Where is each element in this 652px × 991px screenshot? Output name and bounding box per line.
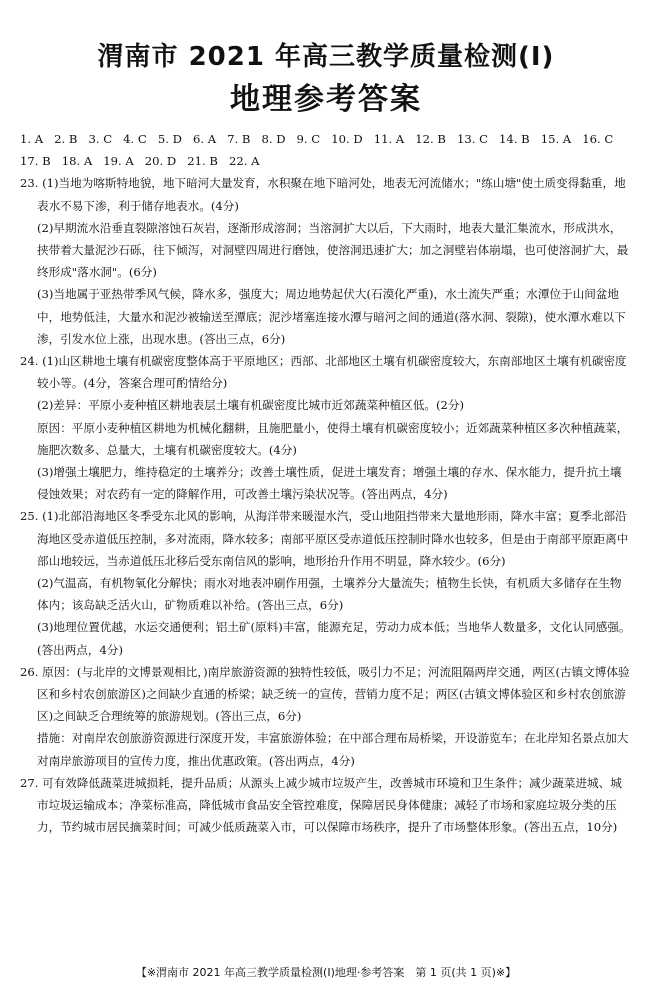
q24-part1: 24. (1)山区耕地土壤有机碳密度整体高于平原地区；西部、北部地区土壤有机碳密度较大，东南部地区土壤有机碳密度较小等。(4分，答案合理可酌情给分) [20,354,627,391]
q23-part3: (3)当地属于亚热带季风气候，降水多，强度大；周边地势起伏大(石漠化严重)，水土流失严重；水潭位于山间盆地中，地势低洼，大量水和泥沙被输送至潭底；泥沙堵塞连接水潭与暗河之间的通道(落水洞、裂隙)，使水潭水难以下渗，引发水位上涨，出现水患。(答出三点，6分) [37,287,626,346]
mc-answers-line-2: 17. B 18. A 19. A 20. D 21. B 22. A [20,154,260,169]
page-footer: 【※渭南市 2021 年高三教学质量检测(Ⅰ)地理·参考答案 第 1 页(共 1 页)※】 [135,966,517,979]
q24-part2-reason: 原因：平原小麦种植区耕地为机械化翻耕，且施肥量小，使得土壤有机碳密度较小；近郊蔬菜种植区多次种植蔬菜，施肥次数多、总量大，土壤有机碳密度较大。(4分) [37,420,629,457]
q27-answer: 27. 可有效降低蔬菜进城损耗，提升品质；从源头上减少城市垃圾产生，改善城市环境和卫生条件；减少蔬菜进城、城市垃圾运输成本；净菜标准高，降低城市食品安全管控难度，保障居民身体健康；减轻了市场和家庭垃圾分类的压力，节约城市居民摘菜时间；可减少低质蔬菜入市，可以保障市场秩序，提升了市场整体形象。(答出五点，10分) [20,775,622,835]
q25-part1: 25. (1)北部沿海地区冬季受东北风的影响，从海洋带来暖湿水汽，受山地阻挡带来大量地形雨，降水丰富；夏季北部沿海地区受赤道低压控制，多对流雨，降水较多；南部平原区受赤道低压控制时降水也较多，但是由于南部平原距离中部山地较远，当赤道低压北移后受东南信风的影响，地形抬升作用不明显，降水较少。(6分) [20,509,629,568]
mc-answers-line-1: 1. A 2. B 3. C 4. C 5. D 6. A 7. B 8. D 9. C 10. D 11. A 12. B 13. C 14. B 15. A 16. C [20,132,614,146]
q25-part3: (3)地理位置优越，水运交通便利；铝土矿(原料)丰富，能源充足，劳动力成本低；当地华人数量多，文化认同感强。(答出两点，4分) [37,620,631,657]
q24-part3: (3)增强土壤肥力，维持稳定的土壤养分；改善土壤性质，促进土壤发育；增强土壤的存水、保水能力，提升抗土壤侵蚀效果；对农药有一定的降解作用，可改善土壤污染状况等。(答出两点，4分) [37,465,622,502]
document-subtitle: 地理参考答案 [230,82,422,117]
q24-part2: (2)差异：平原小麦种植区耕地表层土壤有机碳密度比城市近郊蔬菜种植区低。(2分) [37,398,465,413]
q23-part1: 23. (1)当地为喀斯特地貌，地下暗河大量发育，水积聚在地下暗河处，地表无河流储水；"练山塘"使土质变得黏重，地表水不易下渗，利于储存地表水。(4分) [20,176,626,213]
q26-reasons: 26. 原因：(与北岸的文博景观相比，)南岸旅游资源的独特性较低，吸引力不足；河流阻隔两岸交通，两区(古镇文博体验区和乡村农创旅游区)之间缺少直通的桥梁；缺乏统一的宣传，营销力度不足；两区(古镇文博体验区和乡村农创旅游区)之间缺乏合理统筹的旅游规划。(答出三点，6分) [20,664,630,724]
q23-part2: (2)早期流水沿垂直裂隙溶蚀石灰岩，逐渐形成溶洞；当溶洞扩大以后，下大雨时，地表大量汇集流水，形成洪水，挟带着大量泥沙石砾，往下倾泻，对洞壁四周进行磨蚀，使溶洞迅速扩大；加之洞壁岩体崩塌，也可使溶洞扩大，最终形成"落水洞"。(6分) [37,220,629,280]
answer-body [20,128,632,839]
document-title: 渭南市 2021 年高三教学质量检测(Ⅰ) [97,42,555,72]
q26-measures: 措施：对南岸农创旅游资源进行深度开发，丰富旅游体验；在中部合理布局桥梁，开设游览车；在北岸知名景点加大对南岸旅游项目的宣传力度，推出优惠政策。(答出两点，4分) [37,731,629,768]
q25-part2: (2)气温高，有机物氧化分解快；雨水对地表冲刷作用强，土壤养分大量流失；植物生长快，有机质大多储存在生物体内；该岛缺乏活火山，矿物质难以补给。(答出三点，6分) [37,576,622,613]
